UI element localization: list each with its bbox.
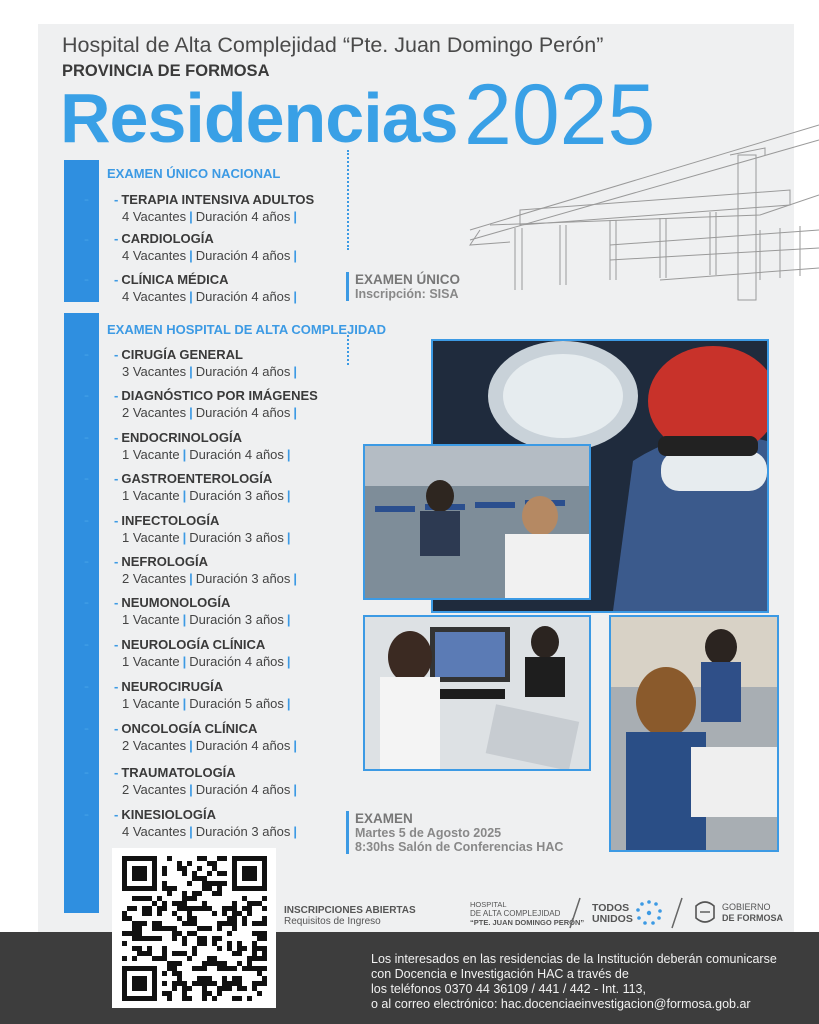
vacancies: 2 Vacantes xyxy=(122,405,187,420)
exam-date: Martes 5 de Agosto 2025 xyxy=(355,826,502,840)
list-item: - NEUROCIRUGÍA 1 Vacante | Duración 5 años | xyxy=(114,679,291,711)
section-title-nacional: EXAMEN ÚNICO NACIONAL xyxy=(107,166,281,181)
specialty-name: KINESIOLOGÍA xyxy=(121,807,216,822)
vacancies: 1 Vacante xyxy=(122,696,180,711)
specialty-name: GASTROENTEROLOGÍA xyxy=(121,471,273,486)
specialty-name: TERAPIA INTENSIVA ADULTOS xyxy=(121,192,315,207)
duration: Duración 4 años xyxy=(195,289,291,304)
duration: Duración 3 años xyxy=(189,530,284,545)
logo-divider xyxy=(568,896,582,930)
bullet-dash: - xyxy=(84,387,89,404)
bullet-dash: - xyxy=(84,594,89,611)
bullet-dash: - xyxy=(84,191,89,208)
duration: Duración 4 años xyxy=(195,738,291,753)
bullet-dash: - xyxy=(84,720,89,737)
hospital-name: Hospital de Alta Complejidad “Pte. Juan Domingo Perón” xyxy=(62,33,604,57)
bullet-dash: - xyxy=(84,346,89,363)
duration: Duración 5 años xyxy=(189,696,284,711)
specialty-name: INFECTOLOGÍA xyxy=(121,513,220,528)
specialty-name: NEFROLOGÍA xyxy=(121,554,209,569)
list-item: - ONCOLOGÍA CLÍNICA 2 Vacantes | Duración 4 años | xyxy=(114,721,298,753)
gobierno-logo: GOBIERNO DE FORMOSA xyxy=(722,902,784,923)
list-item: - TRAUMATOLOGÍA 2 Vacantes | Duración 4 años | xyxy=(114,765,298,797)
inscripciones-info xyxy=(284,905,416,927)
divider-dotted-2 xyxy=(347,335,349,365)
vacancies: 1 Vacante xyxy=(122,612,180,627)
photo-computer xyxy=(363,615,591,771)
bullet-dash: - xyxy=(84,678,89,695)
exam-place: 8:30hs Salón de Conferencias HAC xyxy=(355,840,564,854)
duration: Duración 4 años xyxy=(189,447,284,462)
list-item: - CIRUGÍA GENERAL 3 Vacantes | Duración 4 años | xyxy=(114,347,298,379)
vacancies: 1 Vacante xyxy=(122,654,180,669)
duration: Duración 3 años xyxy=(189,612,284,627)
specialty-name: NEUMONOLOGÍA xyxy=(121,595,231,610)
vacancies: 3 Vacantes xyxy=(122,364,187,379)
duration: Duración 3 años xyxy=(189,488,284,503)
duration: Duración 4 años xyxy=(195,405,291,420)
bullet-dash: - xyxy=(84,806,89,823)
specialty-name: ONCOLOGÍA CLÍNICA xyxy=(121,721,258,736)
bullet-dash: - xyxy=(84,512,89,529)
requisitos-link[interactable]: Requisitos de Ingreso xyxy=(284,916,381,927)
list-item: - NEUROLOGÍA CLÍNICA 1 Vacante | Duración 4 años | xyxy=(114,637,291,669)
vacancies: 2 Vacantes xyxy=(122,782,187,797)
photo-exam-room xyxy=(363,444,591,600)
todos-unidos-logo: TODOS UNIDOS xyxy=(592,902,633,925)
stars-icon xyxy=(634,898,664,928)
exam-info-box xyxy=(346,811,563,854)
bullet-dash: - xyxy=(84,553,89,570)
list-item: - CLÍNICA MÉDICA 4 Vacantes | Duración 4 años | xyxy=(114,272,298,304)
list-item: - INFECTOLOGÍA 1 Vacante | Duración 3 años | xyxy=(114,513,291,545)
duration: Duración 4 años xyxy=(195,248,291,263)
page-title: Residencias xyxy=(60,79,458,157)
vacancies: 2 Vacantes xyxy=(122,571,187,586)
qr-code[interactable] xyxy=(112,848,276,1008)
list-item: - NEUMONOLOGÍA 1 Vacante | Duración 3 años | xyxy=(114,595,291,627)
duration: Duración 4 años xyxy=(195,209,291,224)
list-item: - CARDIOLOGÍA 4 Vacantes | Duración 4 años | xyxy=(114,231,298,263)
list-item: - DIAGNÓSTICO POR IMÁGENES 2 Vacantes | Duración 4 años | xyxy=(114,388,318,420)
photo-students-desk xyxy=(609,615,779,852)
section-title-hac: EXAMEN HOSPITAL DE ALTA COMPLEJIDAD xyxy=(107,322,387,337)
list-item: - GASTROENTEROLOGÍA 1 Vacante | Duración 3 años | xyxy=(114,471,291,503)
hospital-logo: HOSPITAL DE ALTA COMPLEJIDAD “PTE. JUAN DOMINGO PERÓN” xyxy=(470,900,585,927)
inscripciones-title: INSCRIPCIONES ABIERTAS xyxy=(284,905,416,916)
vacancies: 4 Vacantes xyxy=(122,248,187,263)
list-item: - TERAPIA INTENSIVA ADULTOS 4 Vacantes | Duración 4 años | xyxy=(114,192,315,224)
specialty-name: CARDIOLOGÍA xyxy=(121,231,214,246)
logo-divider xyxy=(670,896,684,930)
title-year: 2025 xyxy=(464,67,656,163)
examen-unico-title: EXAMEN ÚNICO xyxy=(355,272,461,287)
section-bar-hac xyxy=(64,313,99,913)
list-item: - ENDOCRINOLOGÍA 1 Vacante | Duración 4 años | xyxy=(114,430,291,462)
bullet-dash: - xyxy=(84,429,89,446)
vacancies: 2 Vacantes xyxy=(122,738,187,753)
bullet-dash: - xyxy=(84,271,89,288)
vacancies: 1 Vacante xyxy=(122,530,180,545)
duration: Duración 4 años xyxy=(195,364,291,379)
bullet-dash: - xyxy=(84,231,89,248)
vacancies: 1 Vacante xyxy=(122,447,180,462)
duration: Duración 4 años xyxy=(195,782,291,797)
specialty-name: ENDOCRINOLOGÍA xyxy=(121,430,242,445)
specialty-name: TRAUMATOLOGÍA xyxy=(121,765,236,780)
bullet-dash: - xyxy=(84,636,89,653)
bullet-dash: - xyxy=(84,470,89,487)
duration: Duración 3 años xyxy=(195,571,291,586)
specialty-name: CIRUGÍA GENERAL xyxy=(121,347,243,362)
duration: Duración 4 años xyxy=(189,654,284,669)
vacancies: 4 Vacantes xyxy=(122,824,187,839)
duration: Duración 3 años xyxy=(195,824,291,839)
province-name: PROVINCIA DE FORMOSA xyxy=(62,62,270,80)
formosa-shield-icon xyxy=(693,898,717,926)
vacancies: 1 Vacante xyxy=(122,488,180,503)
list-item: - NEFROLOGÍA 2 Vacantes | Duración 3 años | xyxy=(114,554,298,586)
divider-dotted-1 xyxy=(347,150,349,250)
specialty-name: NEUROLOGÍA CLÍNICA xyxy=(121,637,266,652)
specialty-name: CLÍNICA MÉDICA xyxy=(121,272,229,287)
specialty-name: DIAGNÓSTICO POR IMÁGENES xyxy=(121,388,318,403)
examen-unico-box xyxy=(346,272,460,301)
vacancies: 4 Vacantes xyxy=(122,209,187,224)
list-item: - KINESIOLOGÍA 4 Vacantes | Duración 3 años | xyxy=(114,807,298,839)
bullet-dash: - xyxy=(84,764,89,781)
exam-title: EXAMEN xyxy=(355,811,413,826)
examen-unico-detail: Inscripción: SISA xyxy=(355,287,459,301)
section-bar-nacional xyxy=(64,160,99,302)
contact-info: Los interesados en las residencias de la Institución deberán comunicarse con Docencia e Investigación HAC a través de los teléfonos 0370 44 36109 / 441 / 442 - Int. 113, o al correo electrónico: hac.docenciaeinvestigacion@formosa.gob.ar xyxy=(371,952,777,1011)
specialty-name: NEUROCIRUGÍA xyxy=(121,679,224,694)
vacancies: 4 Vacantes xyxy=(122,289,187,304)
